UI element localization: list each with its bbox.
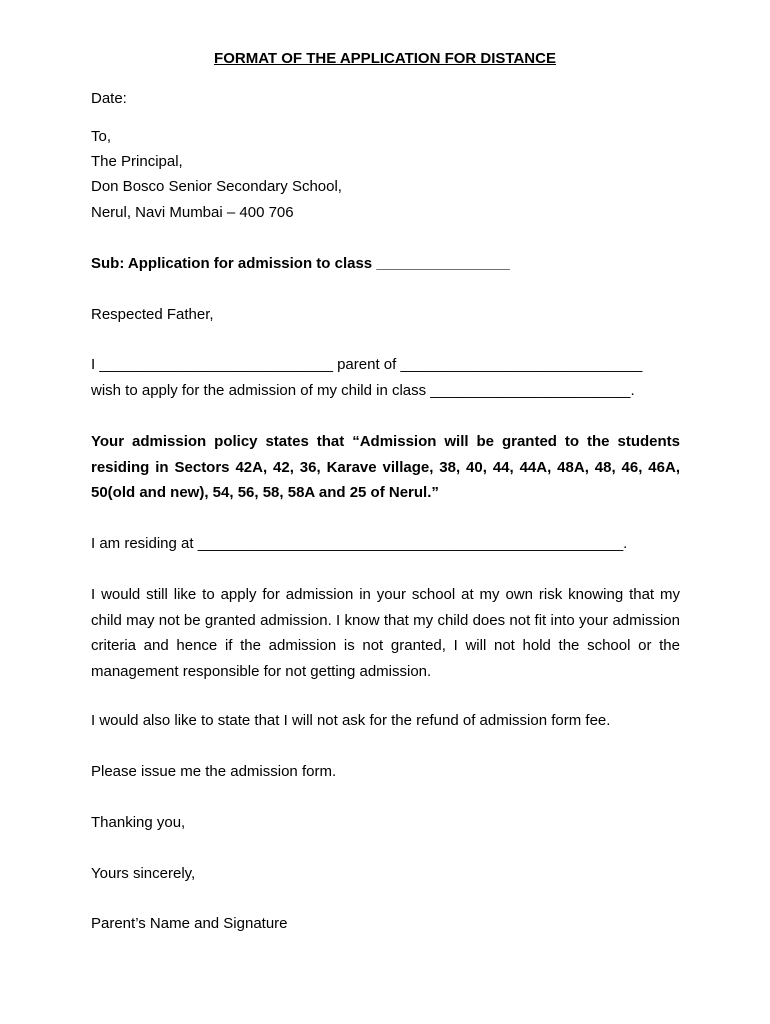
- address-to: To,: [91, 128, 112, 145]
- address-school: Don Bosco Senior Secondary School,: [91, 178, 342, 195]
- closing-line: Yours sincerely,: [91, 865, 196, 882]
- policy-paragraph: Your admission policy states that “Admission will be granted to the students residing in Sectors 42A, 42, 36, Karave village, 38, 40, 44, 44A, 48A, 48, 46, 46A, 50(old and new), 54, 56, 58, 58A and 25 of Nerul.”: [91, 433, 680, 501]
- salutation: Respected Father,: [91, 306, 214, 323]
- thanks-line: Thanking you,: [91, 814, 186, 831]
- subject-line: Sub: Application for admission to class ________________: [91, 255, 510, 272]
- date-label: Date:: [91, 90, 127, 107]
- signature-label: Parent’s Name and Signature: [91, 915, 288, 932]
- applicant-line-2: wish to apply for the admission of my child in class ________________________.: [91, 382, 635, 399]
- refund-line: I would also like to state that I will not ask for the refund of admission form fee.: [91, 712, 611, 729]
- address-location: Nerul, Navi Mumbai – 400 706: [91, 204, 294, 221]
- issue-line: Please issue me the admission form.: [91, 763, 337, 780]
- residence-line: I am residing at ___________________________________________________.: [91, 535, 628, 552]
- risk-paragraph: I would still like to apply for admission in your school at my own risk knowing that my child may not be granted admission. I know that my child does not fit into your admission criteria and hence if the admission is not granted, I will not hold the school or the management responsible for not getting admission.: [91, 586, 680, 680]
- applicant-line-1: I ____________________________ parent of _____________________________: [91, 356, 643, 373]
- address-recipient: The Principal,: [91, 153, 183, 170]
- document-title: FORMAT OF THE APPLICATION FOR DISTANCE: [214, 50, 556, 67]
